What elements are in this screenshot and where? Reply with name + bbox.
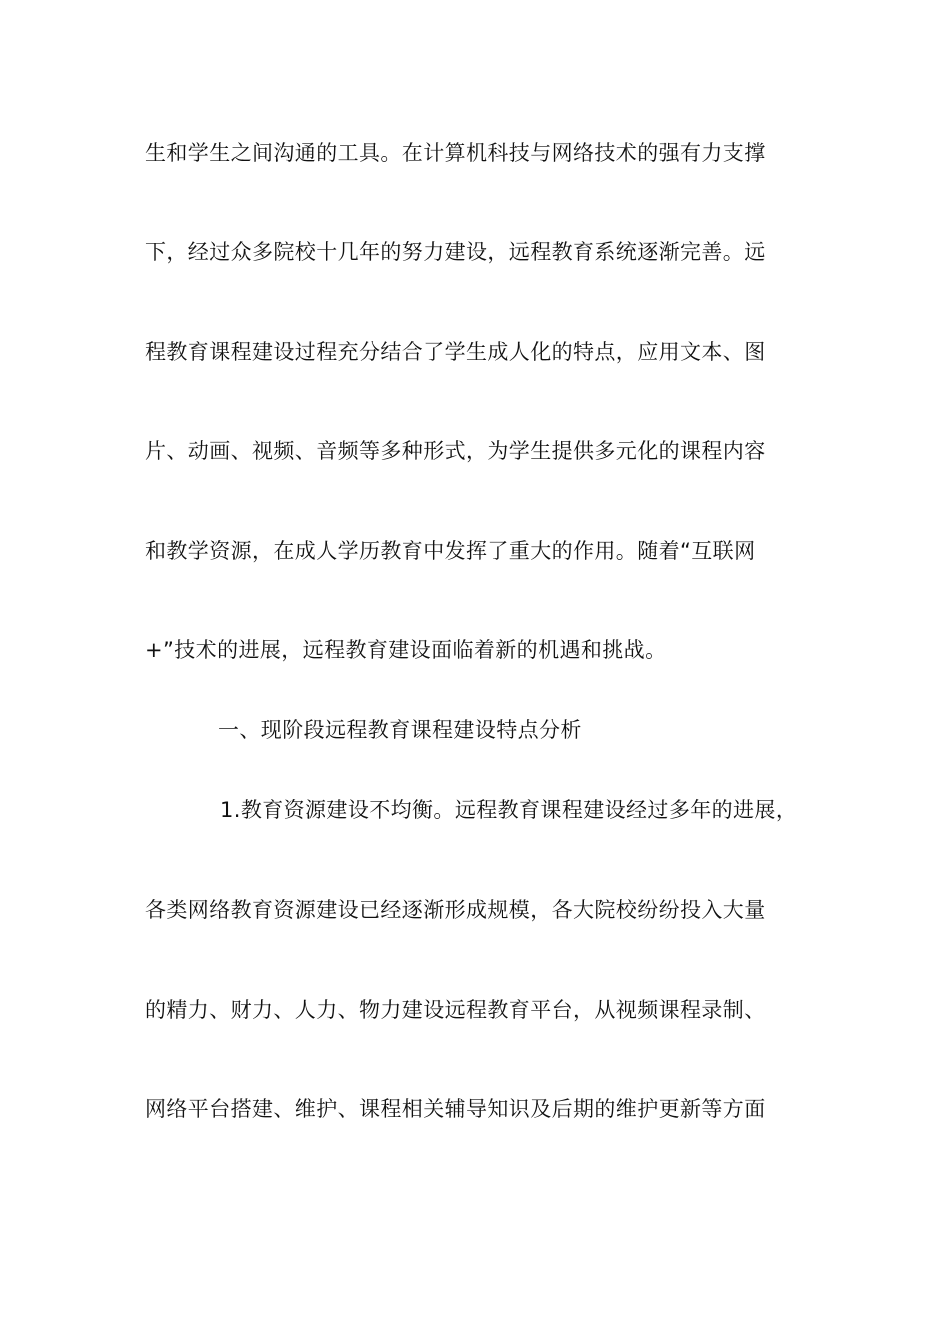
- point-1-line-1: 1.教育资源建设不均衡。远程教育课程建设经过多年的进展，: [220, 798, 798, 822]
- paragraph-line-6: +”技术的进展，远程教育建设面临着新的机遇和挑战。: [145, 638, 667, 662]
- paragraph-line-3: 程教育课程建设过程充分结合了学生成人化的特点，应用文本、图: [145, 340, 766, 364]
- paragraph-line-4: 片、动画、视频、音频等多种形式，为学生提供多元化的课程内容: [145, 439, 766, 463]
- paragraph-line-2: 下，经过众多院校十几年的努力建设，远程教育系统逐渐完善。远: [145, 240, 766, 264]
- section-heading: 一、现阶段远程教育课程建设特点分析: [218, 718, 582, 742]
- paragraph-line-1: 生和学生之间沟通的工具。在计算机科技与网络技术的强有力支撑: [145, 141, 766, 165]
- point-1-line-2: 各类网络教育资源建设已经逐渐形成规模，各大院校纷纷投入大量: [145, 898, 766, 922]
- point-1-line-4: 网络平台搭建、维护、课程相关辅导知识及后期的维护更新等方面: [145, 1097, 766, 1121]
- point-1-line-3: 的精力、财力、人力、物力建设远程教育平台，从视频课程录制、: [145, 998, 766, 1022]
- paragraph-line-5: 和教学资源，在成人学历教育中发挥了重大的作用。随着“互联网: [145, 539, 756, 563]
